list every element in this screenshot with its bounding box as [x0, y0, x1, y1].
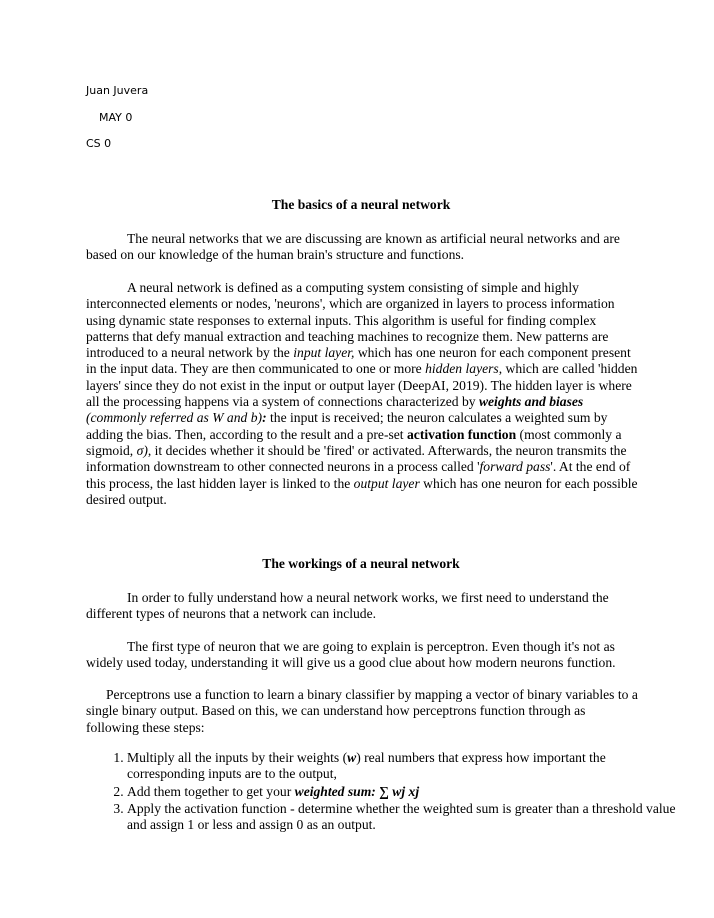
- list-item: [127, 784, 679, 800]
- section2-paragraph-1: In order to fully understand how a neural network works, we first need to understand the different types of neurons that a network can include.: [86, 590, 609, 622]
- text-run: (most commonly a sigmoid,: [86, 426, 622, 458]
- forward-pass-term: forward pass: [479, 459, 551, 475]
- weighted-sum-formula: weighted sum: ∑ wj xj: [294, 783, 420, 799]
- author-name: Juan Juvera: [86, 84, 149, 97]
- text-run: , which are called 'hidden layers' since they do not exist in the input or output layer (DeepAI, 2019). The hidden layer is where all the processing happens via a system of connections characterized by: [86, 361, 638, 410]
- activation-function-term: activation function: [407, 426, 517, 442]
- text-run: A neural network is defined as a computing system consisting of simple and highly interconnected elements or nodes, 'neurons', which are organized in layers to process information using dynamic state responses to external inputs. This algorithm is useful for finding complex patterns that defy manual extraction and teaching machines to recognize them. New patterns are introduced to a neural network by the: [86, 280, 615, 361]
- section1-title: The basics of a neural network: [271, 197, 451, 212]
- input-layer-term: input layer,: [293, 345, 355, 361]
- output-layer-term: output layer: [353, 475, 420, 491]
- list-item: [127, 750, 679, 783]
- section1-paragraph-2: [86, 280, 638, 508]
- date-line: MAY 0: [99, 111, 133, 124]
- text-run: ) real numbers that express how important the corresponding inputs are to the output,: [127, 750, 606, 782]
- section2-paragraph-2: The first type of neuron that we are going to explain is perceptron. Even though it's not as widely used today, understanding it will give us a good clue about how modern neurons function.: [86, 639, 616, 671]
- section1-paragraph-1: The neural networks that we are discussing are known as artificial neural networks and are based on our knowledge of the human brain's structure and functions.: [86, 231, 620, 263]
- text-run: which has one neuron for each component present in the input data. They are then communicated to one or more: [86, 345, 631, 377]
- section2-paragraph-3: Perceptrons use a function to learn a binary classifier by mapping a vector of binary variables to a single binary output. Based on this, we can understand how perceptrons function through as following these steps:: [86, 687, 638, 735]
- hidden-layers-term: hidden layers: [425, 361, 499, 377]
- text-run: Add them together to get your: [127, 783, 295, 799]
- text-run: which has one neuron for each possible desired output.: [86, 475, 638, 507]
- colon: :: [262, 410, 267, 426]
- list-item: [127, 801, 679, 834]
- text-run: '. At the end of this process, the last hidden layer is linked to the: [86, 459, 631, 491]
- course-line: CS 0: [86, 137, 112, 150]
- text-run: , it decides whether it should be 'fired' or activated. Afterwards, the neuron transmits the information downstream to other connected neurons in a process called ': [86, 442, 627, 475]
- wb-note: (commonly referred as W and b): [86, 410, 263, 426]
- sigma-symbol: σ): [136, 442, 148, 458]
- perceptron-steps-list: [86, 750, 679, 834]
- section2-title: The workings of a neural network: [262, 556, 460, 571]
- weight-symbol: w: [347, 750, 357, 765]
- text-run: the input is received; the neuron calculates a weighted sum by adding the bias. Then, according to the result and a pre-set: [86, 410, 608, 442]
- weights-biases-term: weights and biases: [478, 394, 584, 410]
- text-run: Apply the activation function - determine whether the weighted sum is greater than a threshold value and assign 1 or less and assign 0 as an output.: [127, 800, 676, 833]
- text-run: Multiply all the inputs by their weights (: [127, 750, 348, 765]
